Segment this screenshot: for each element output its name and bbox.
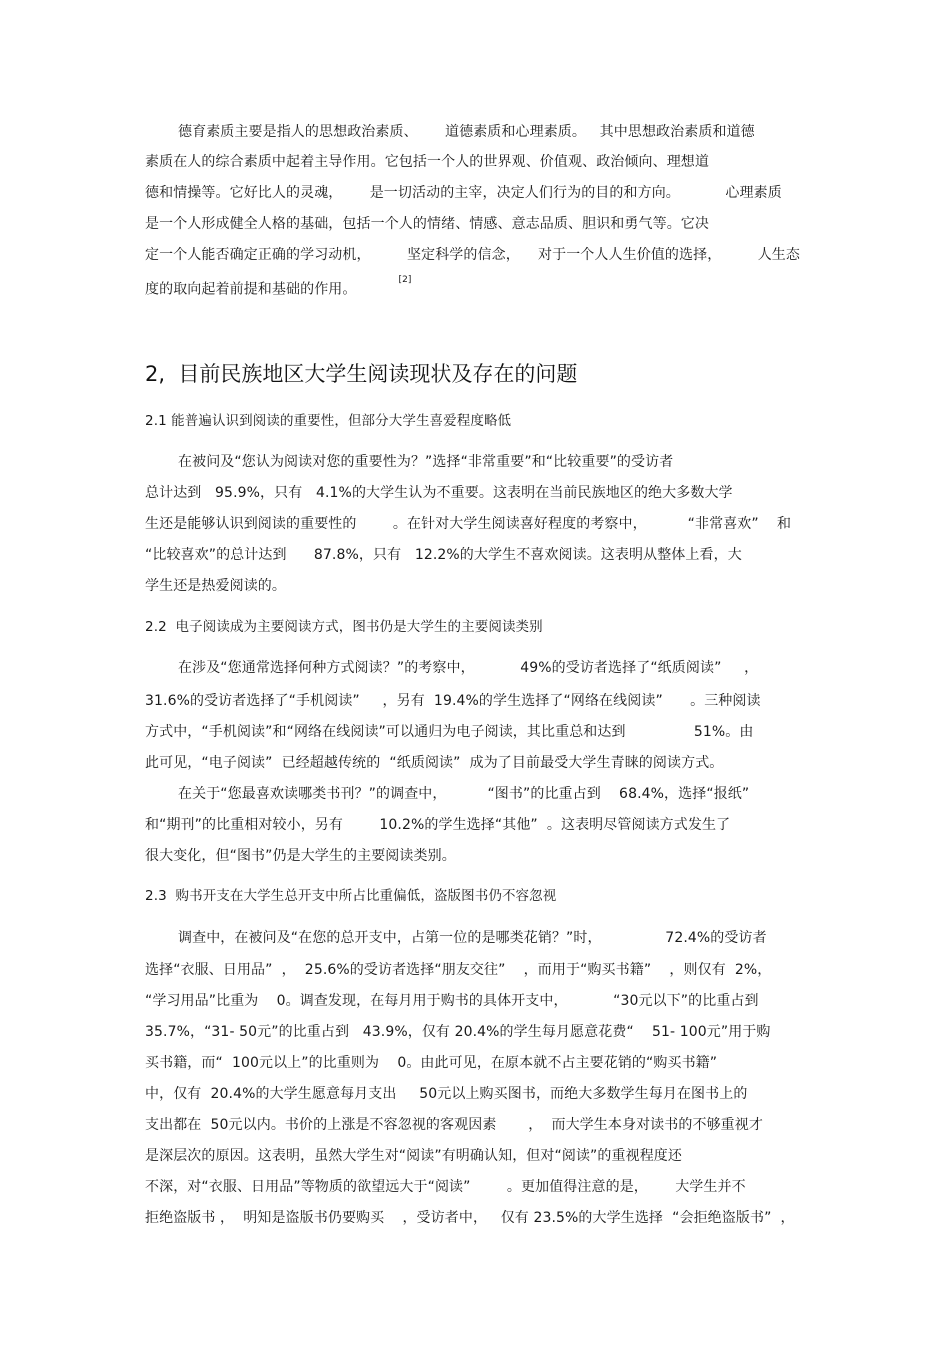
s22-line-2: 31.6%的受访者选择了“手机阅读” ，另有 19.4%的学生选择了“网络在线阅读” 。三种阅读	[145, 693, 761, 709]
para-1-line-6	[145, 276, 412, 300]
s23-line-3: “学习用品”比重为 0。调查发现，在每月用于购书的具体开支中， “30元以下”的比重占到	[145, 993, 759, 1009]
para-1-line-1: 德育素质主要是指人的思想政治素质、 道德素质和心理素质。 其中思想政治素质和道德	[178, 124, 755, 140]
section-2-3-title: 2.3 购书开支在大学生总开支中所占比重偏低，盗版图书仍不容忽视	[145, 888, 557, 904]
para-1-line-2: 素质在人的综合素质中起着主导作用。它包括一个人的世界观、价值观、政治倾向、理想道	[145, 154, 709, 170]
s22-line-7: 很大变化，但“图书”仍是大学生的主要阅读类别。	[145, 848, 456, 864]
section-2-1-title: 2.1 能普遍认识到阅读的重要性，但部分大学生喜爱程度略低	[145, 413, 512, 429]
para-1-line-6-text: 度的取向起着前提和基础的作用。	[145, 281, 357, 298]
section-heading-2: 2, 目前民族地区大学生阅读现状及存在的问题	[145, 362, 578, 386]
s22-line-3: 方式中，“手机阅读”和“网络在线阅读”可以通归为电子阅读，其比重总和达到 51%。由	[145, 724, 754, 740]
s21-line-1: 在被问及“您认为阅读对您的重要性为？”选择“非常重要”和“比较重要”的受访者	[178, 454, 674, 470]
s22-line-4: 此可见，“电子阅读” 已经超越传统的 “纸质阅读” 成为了目前最受大学生青睐的阅读方式。	[145, 755, 724, 771]
s22-line-1: 在涉及“您通常选择何种方式阅读？”的考察中， 49%的受访者选择了“纸质阅读” ，	[178, 660, 759, 676]
s21-line-2: 总计达到 95.9%，只有 4.1%的大学生认为不重要。这表明在当前民族地区的绝大多数大学	[145, 485, 733, 501]
s23-line-7: 支出都在 50元以内。书价的上涨是不容忽视的客观因素 ， 而大学生本身对读书的不够重视才	[145, 1117, 763, 1133]
s23-line-2: 选择“衣服、日用品” ， 25.6%的受访者选择“朋友交往” ，而用于“购买书籍” ，则仅有 2%，	[145, 962, 772, 978]
citation-ref: [2]	[398, 275, 412, 285]
s23-line-5: 买书籍，而“ 100元以上”的比重则为 0。由此可见，在原本就不占主要花销的“购买书籍”	[145, 1055, 718, 1071]
s23-line-8: 是深层次的原因。这表明，虽然大学生对“阅读”有明确认知，但对“阅读”的重视程度还	[145, 1148, 683, 1164]
para-1-line-3: 德和情操等。它好比人的灵魂， 是一切活动的主宰，决定人们行为的目的和方向。 心理素质	[145, 185, 782, 201]
s22-line-6: 和“期刊”的比重相对较小，另有 10.2%的学生选择“其他” 。这表明尽管阅读方式发生了	[145, 817, 731, 833]
s23-line-9: 不深，对“衣服、日用品”等物质的欲望远大于“阅读” 。更加值得注意的是， 大学生并不	[145, 1179, 746, 1195]
s22-line-5: 在关于“您最喜欢读哪类书刊？”的调查中， “图书”的比重占到 68.4%，选择“报纸”	[178, 786, 750, 802]
s23-line-1: 调查中，在被问及“在您的总开支中，占第一位的是哪类花销？”时， 72.4%的受访者	[178, 930, 767, 946]
s23-line-4: 35.7%，“31- 50元”的比重占到 43.9%，仅有 20.4%的学生每月愿意花费“ 51- 100元”用于购	[145, 1024, 771, 1040]
para-1-line-5: 定一个人能否确定正确的学习动机， 坚定科学的信念， 对于一个人人生价值的选择， 人生态	[145, 247, 801, 263]
s23-line-6: 中，仅有 20.4%的大学生愿意每月支出 50元以上购买图书，而绝大多数学生每月在图书上的	[145, 1086, 748, 1102]
s21-line-4: “比较喜欢”的总计达到 87.8%，只有 12.2%的大学生不喜欢阅读。这表明从整体上看，大	[145, 547, 742, 563]
s21-line-5: 学生还是热爱阅读的。	[145, 578, 286, 594]
para-1-line-4: 是一个人形成健全人格的基础，包括一个人的情绪、情感、意志品质、胆识和勇气等。它决	[145, 216, 709, 232]
s23-line-10: 拒绝盗版书 ， 明知是盗版书仍要购买 ，受访者中， 仅有 23.5%的大学生选择 “会拒绝盗版书” ，	[145, 1210, 795, 1226]
s21-line-3: 生还是能够认识到阅读的重要性的 。在针对大学生阅读喜好程度的考察中， “非常喜欢” 和	[145, 516, 792, 532]
section-2-2-title: 2.2 电子阅读成为主要阅读方式，图书仍是大学生的主要阅读类别	[145, 619, 543, 635]
